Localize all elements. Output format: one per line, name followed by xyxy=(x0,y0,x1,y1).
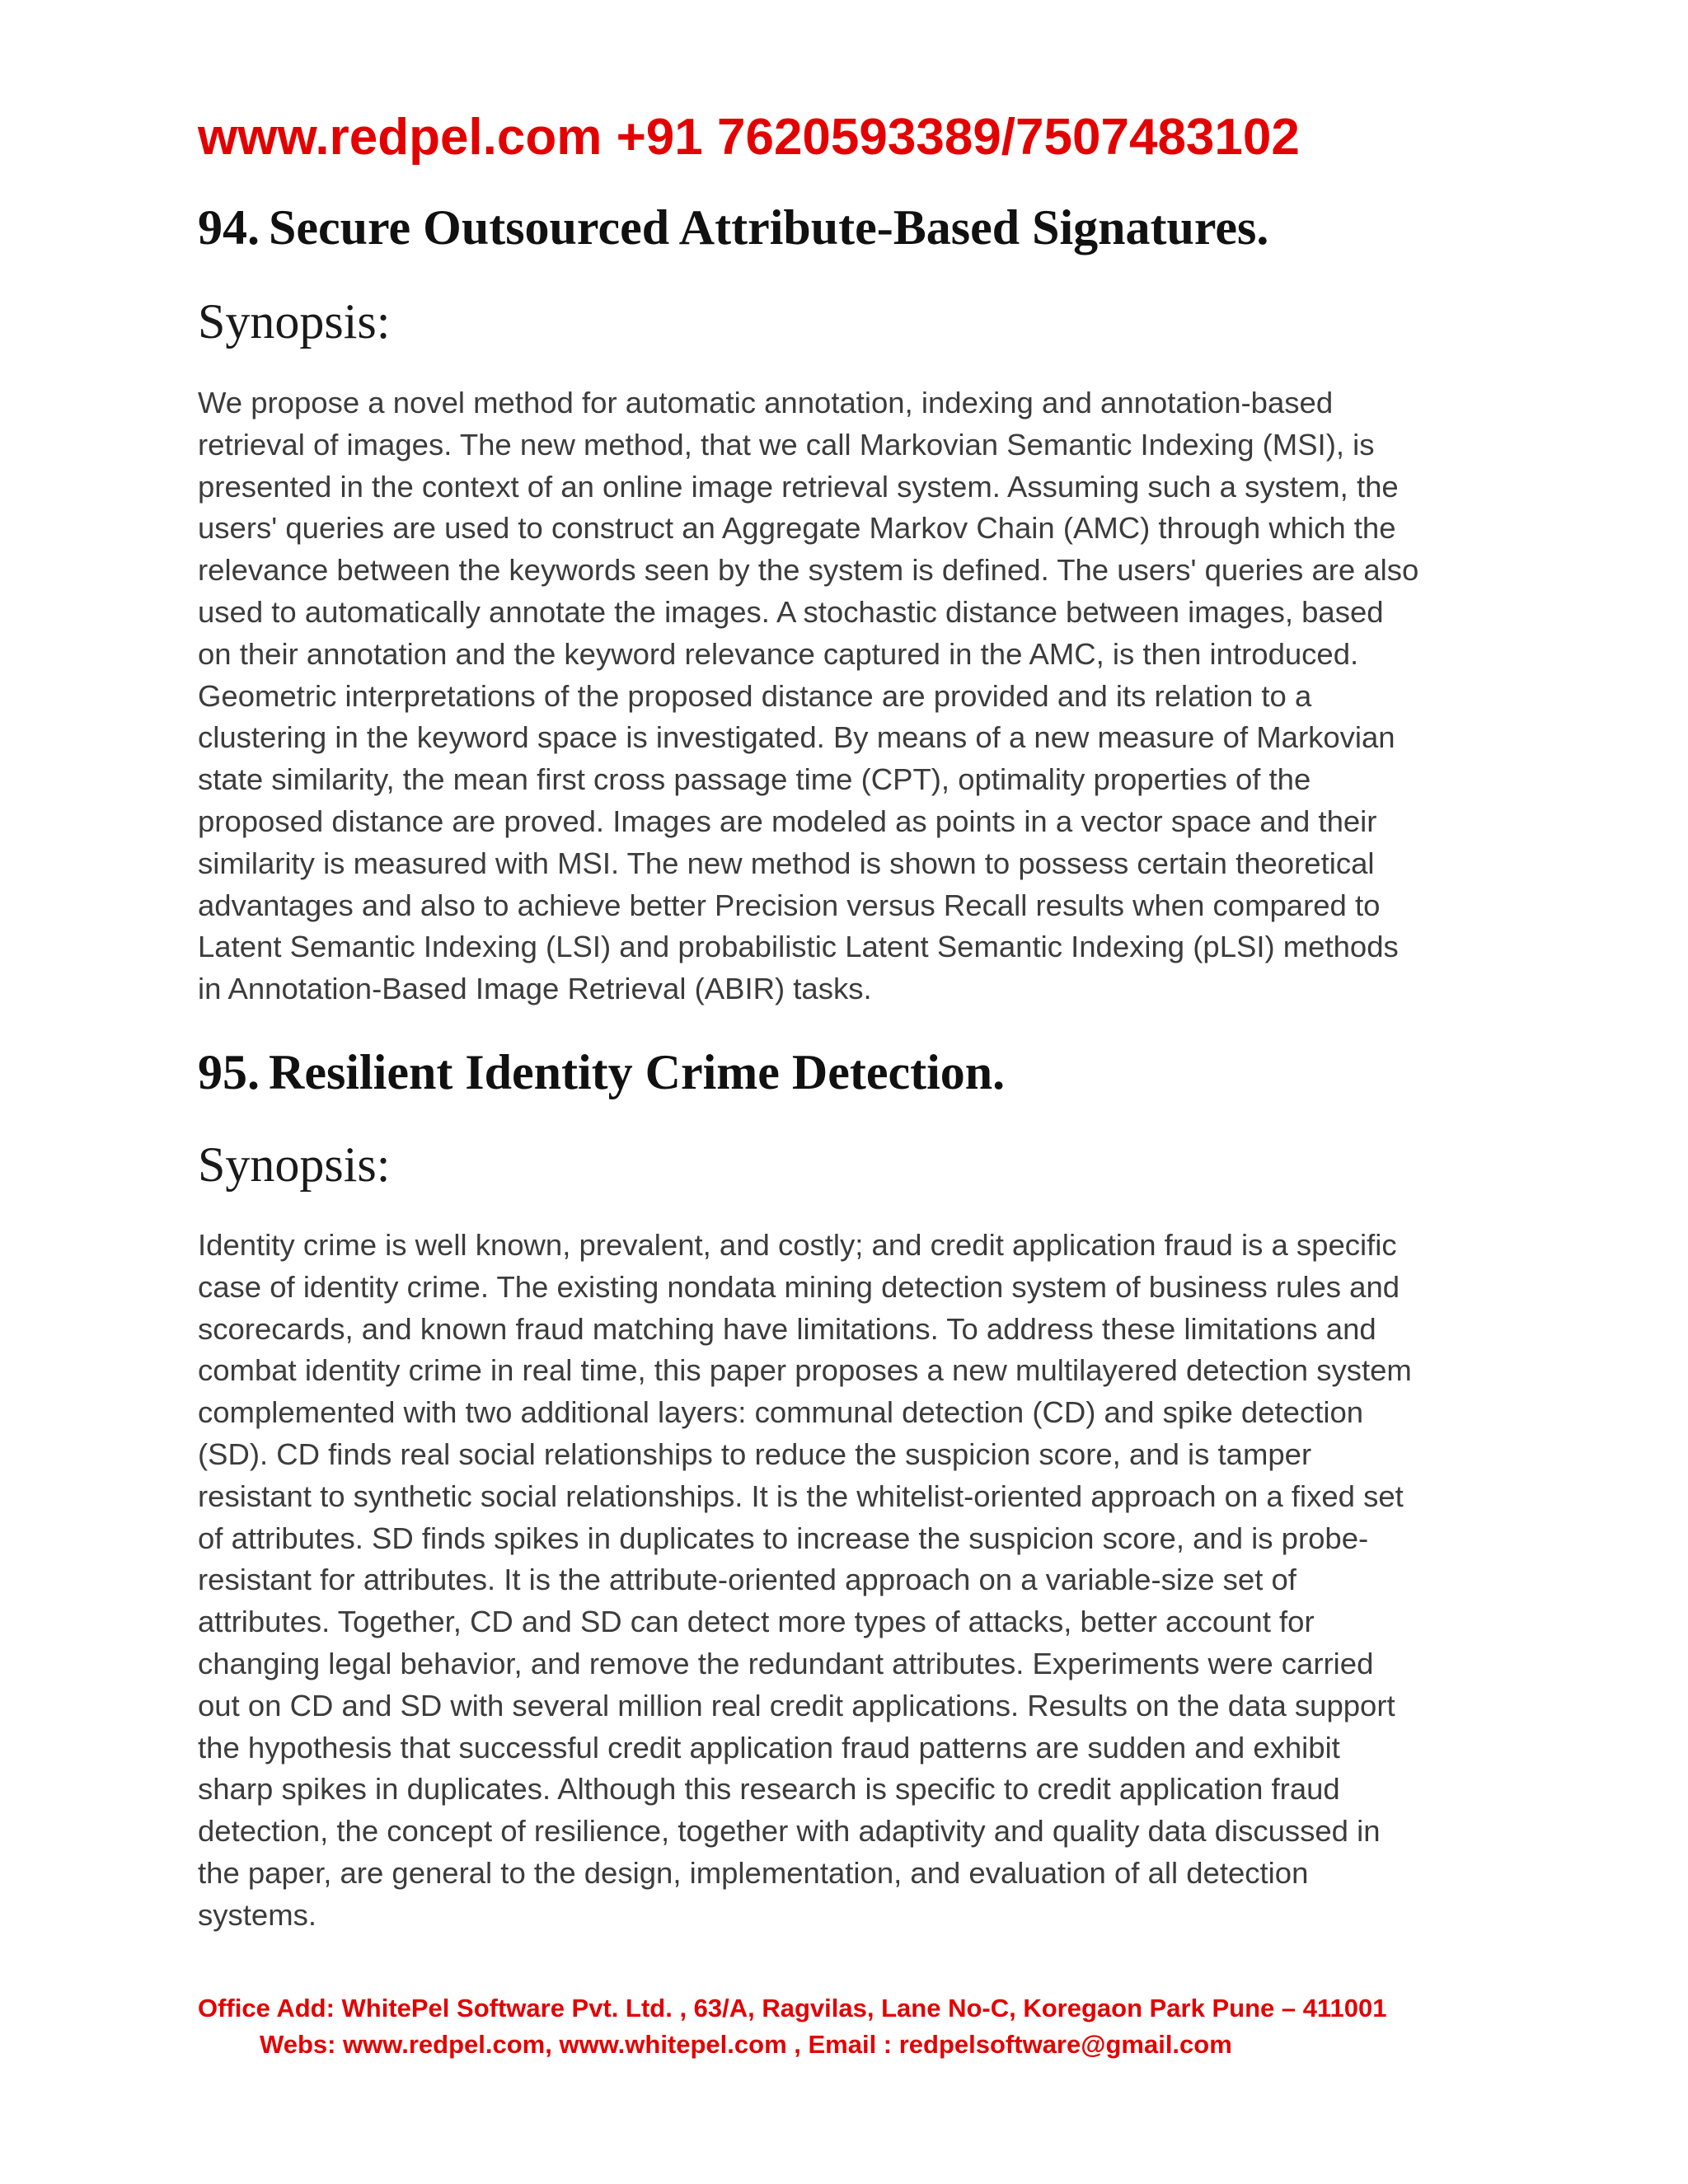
synopsis-line: state similarity, the mean first cross passage time (CPT), optimality properties of the xyxy=(198,762,1311,797)
section-heading-95 xyxy=(198,1041,1599,1104)
synopsis-body-94 xyxy=(198,382,1517,1010)
synopsis-line: complemented with two additional layers: communal detection (CD) and spike detection xyxy=(198,1395,1364,1430)
header-contact-line: www.redpel.com +91 7620593389/7507483102 xyxy=(198,109,1300,166)
synopsis-label-95: Synopsis: xyxy=(198,1137,391,1192)
synopsis-line: detection, the concept of resilience, together with adaptivity and quality data discussed in xyxy=(198,1814,1381,1849)
synopsis-line: changing legal behavior, and remove the redundant attributes. Experiments were carried xyxy=(198,1646,1374,1680)
synopsis-line: scorecards, and known fraud matching have limitations. To address these limitations and xyxy=(198,1311,1376,1346)
synopsis-line: the hypothesis that successful credit application fraud patterns are sudden and exhibit xyxy=(198,1730,1340,1765)
synopsis-line: resistant for attributes. It is the attribute-oriented approach on a variable-size set of xyxy=(198,1563,1296,1597)
section-title: Resilient Identity Crime Detection. xyxy=(269,1045,1006,1099)
synopsis-line: combat identity crime in real time, this paper proposes a new multilayered detection system xyxy=(198,1353,1412,1388)
synopsis-line: relevance between the keywords seen by the system is defined. The users' queries are also xyxy=(198,553,1419,588)
synopsis-line: retrieval of images. The new method, that we call Markovian Semantic Indexing (MSI), is xyxy=(198,427,1375,462)
synopsis-body-95 xyxy=(198,1225,1517,1937)
synopsis-line: Latent Semantic Indexing (LSI) and probabilistic Latent Semantic Indexing (pLSI) methods xyxy=(198,930,1399,964)
synopsis-line: resistant to synthetic social relationships. It is the whitelist-oriented approach on a fixed set xyxy=(198,1479,1404,1513)
section-number: 95. xyxy=(198,1045,260,1099)
synopsis-line: (SD). CD finds real social relationships to reduce the suspicion score, and is tamper xyxy=(198,1436,1312,1471)
synopsis-line: sharp spikes in duplicates. Although this research is specific to credit application fraud xyxy=(198,1772,1340,1807)
synopsis-line: advantages and also to achieve better Precision versus Recall results when compared to xyxy=(198,888,1381,922)
synopsis-line: Geometric interpretations of the proposed distance are provided and its relation to a xyxy=(198,678,1312,713)
section-number: 94. xyxy=(198,200,260,255)
synopsis-line: Identity crime is well known, prevalent, and costly; and credit application fraud is a specific xyxy=(198,1228,1397,1262)
synopsis-line: similarity is measured with MSI. The new method is shown to possess certain theoretical xyxy=(198,846,1375,880)
synopsis-line: We propose a novel method for automatic annotation, indexing and annotation-based xyxy=(198,386,1334,419)
synopsis-label-94: Synopsis: xyxy=(198,294,391,349)
synopsis-line: used to automatically annotate the images. A stochastic distance between images, based xyxy=(198,594,1384,629)
synopsis-line: of attributes. SD finds spikes in duplicates to increase the suspicion score, and is probe- xyxy=(198,1521,1369,1555)
footer-webs-email: Webs: www.redpel.com, www.whitepel.com , Email : redpelsoftware@gmail.com xyxy=(260,2030,1232,2059)
synopsis-line: users' queries are used to construct an Aggregate Markov Chain (AMC) through which the xyxy=(198,511,1396,546)
synopsis-line: proposed distance are proved. Images are modeled as points in a vector space and their xyxy=(198,804,1377,838)
synopsis-line: case of identity crime. The existing nondata mining detection system of business rules and xyxy=(198,1269,1400,1304)
synopsis-line: out on CD and SD with several million real credit applications. Results on the data support xyxy=(198,1688,1395,1722)
section-title: Secure Outsourced Attribute-Based Signatures. xyxy=(269,200,1269,255)
synopsis-line: the paper, are general to the design, implementation, and evaluation of all detection xyxy=(198,1855,1309,1890)
synopsis-line: presented in the context of an online image retrieval system. Assuming such a system, the xyxy=(198,469,1399,504)
footer-office-address: Office Add: WhitePel Software Pvt. Ltd. , 63/A, Ragvilas, Lane No-C, Koregaon Park Pune – 411001 xyxy=(198,1994,1387,2022)
synopsis-line: systems. xyxy=(198,1897,316,1932)
synopsis-line: on their annotation and the keyword relevance captured in the AMC, is then introduced. xyxy=(198,636,1359,671)
synopsis-line: in Annotation-Based Image Retrieval (ABIR) tasks. xyxy=(198,972,872,1006)
synopsis-line: clustering in the keyword space is investigated. By means of a new measure of Markovian xyxy=(198,720,1395,755)
section-heading-94 xyxy=(198,196,1599,259)
synopsis-line: attributes. Together, CD and SD can detect more types of attacks, better account for xyxy=(198,1605,1315,1639)
